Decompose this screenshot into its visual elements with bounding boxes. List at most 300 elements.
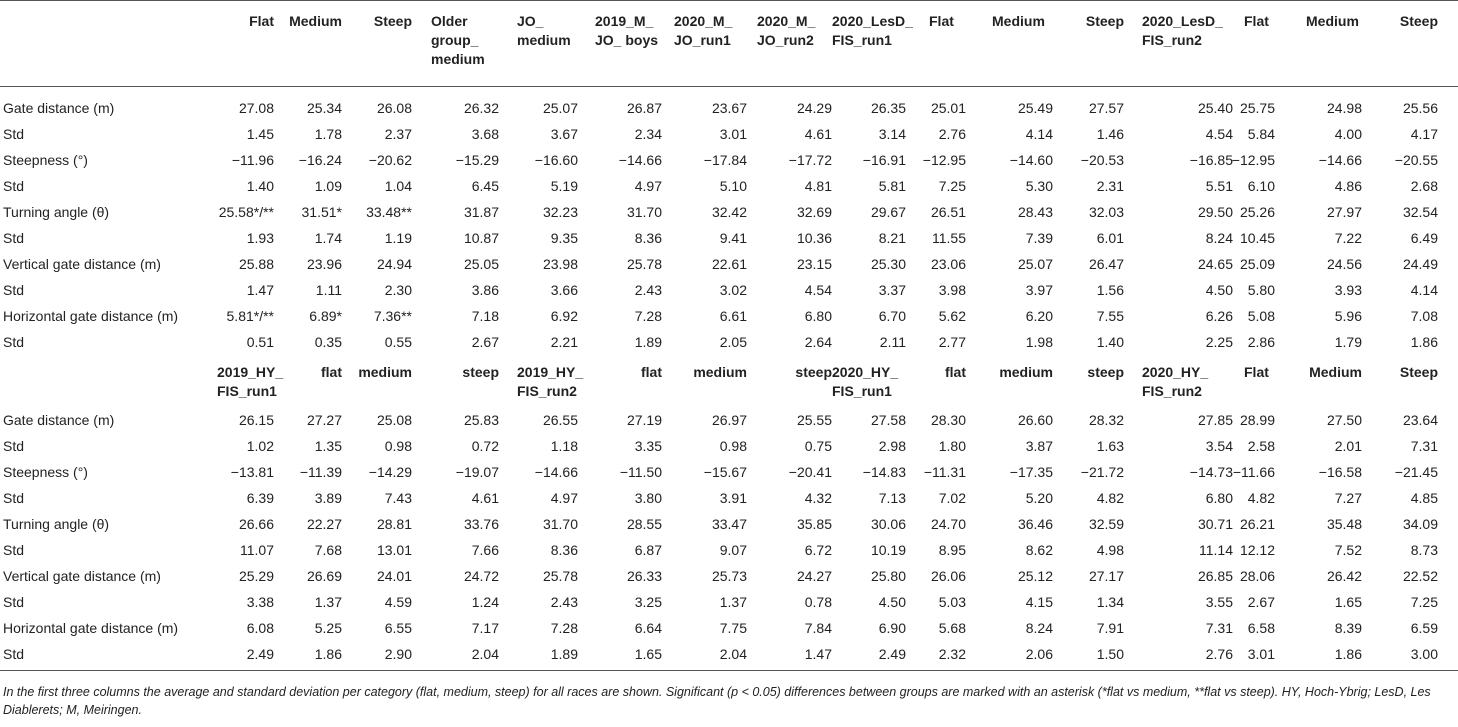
table-cell: 8.36 xyxy=(634,230,662,246)
table-cell: 24.56 xyxy=(1326,256,1362,272)
header-line: medium xyxy=(999,364,1053,380)
table-cell: 13.01 xyxy=(376,542,412,558)
table-cell: 2.64 xyxy=(804,334,832,350)
table-cell: 28.30 xyxy=(930,412,966,428)
header-line: FIS_run1 xyxy=(832,32,892,48)
table-cell: −20.62 xyxy=(368,152,412,168)
header-line: medium xyxy=(358,364,412,380)
row-label: Std xyxy=(3,594,25,610)
table-cell: 0.55 xyxy=(384,334,412,350)
table-cell: 5.20 xyxy=(1025,490,1053,506)
table-cell: 3.01 xyxy=(719,126,747,142)
table-row xyxy=(0,99,1458,125)
table-cell: 27.27 xyxy=(306,412,342,428)
table-cell: 0.35 xyxy=(314,334,342,350)
table-cell: 7.55 xyxy=(1096,308,1124,324)
table-cell: 1.46 xyxy=(1096,126,1124,142)
table-cell: 4.61 xyxy=(804,126,832,142)
table-cell: 7.84 xyxy=(804,620,832,636)
table-cell: 2.49 xyxy=(878,646,906,662)
table-row xyxy=(0,203,1458,229)
table-cell: 7.28 xyxy=(550,620,578,636)
header-line: flat xyxy=(321,364,342,380)
table-cell: 25.30 xyxy=(870,256,906,272)
table-row xyxy=(0,463,1458,489)
header-line: 2020_HY_ xyxy=(832,364,899,380)
table-cell: −14.60 xyxy=(1009,152,1053,168)
table-cell: 25.88 xyxy=(238,256,274,272)
table-cell: 31.70 xyxy=(626,204,662,220)
table1-header-rule xyxy=(0,86,1458,87)
table-cell: 35.85 xyxy=(796,516,832,532)
table1-header-cell xyxy=(1244,12,1269,31)
table-cell: 3.00 xyxy=(1410,646,1438,662)
table-cell: 7.31 xyxy=(1410,438,1438,454)
table-cell: 3.91 xyxy=(719,490,747,506)
table-cell: 25.78 xyxy=(542,568,578,584)
table-cell: 28.43 xyxy=(1017,204,1053,220)
header-line: medium xyxy=(431,51,485,67)
table-row xyxy=(0,593,1458,619)
table-cell: 4.81 xyxy=(804,178,832,194)
table-cell: 2.21 xyxy=(550,334,578,350)
table-row xyxy=(0,645,1458,671)
table-cell: 25.56 xyxy=(1402,100,1438,116)
table-cell: 1.02 xyxy=(246,438,274,454)
table-cell: 24.01 xyxy=(376,568,412,584)
table-cell: 2.76 xyxy=(938,126,966,142)
table-cell: 2.30 xyxy=(384,282,412,298)
table-cell: 24.98 xyxy=(1326,100,1362,116)
table-cell: 0.98 xyxy=(384,438,412,454)
table-cell: 34.09 xyxy=(1402,516,1438,532)
table-cell: 25.34 xyxy=(306,100,342,116)
table-cell: 24.94 xyxy=(376,256,412,272)
table-cell: 4.00 xyxy=(1334,126,1362,142)
table-cell: 5.84 xyxy=(1247,126,1275,142)
table1-header-cell xyxy=(289,12,342,31)
table-cell: 3.35 xyxy=(634,438,662,454)
header-line: Steep xyxy=(1085,13,1124,29)
header-line: 2020_M_ xyxy=(757,13,816,29)
table-row xyxy=(0,541,1458,567)
table-cell: 5.80 xyxy=(1247,282,1275,298)
table-cell: 24.27 xyxy=(796,568,832,584)
table-cell: 1.47 xyxy=(246,282,274,298)
table-cell: 3.14 xyxy=(878,126,906,142)
table-cell: 5.51 xyxy=(1205,178,1233,194)
table-cell: 22.61 xyxy=(711,256,747,272)
header-line: steep xyxy=(1087,364,1124,380)
table-cell: −20.55 xyxy=(1394,152,1438,168)
table-cell: 25.80 xyxy=(870,568,906,584)
row-label: Std xyxy=(3,334,25,350)
table-cell: −19.07 xyxy=(455,464,499,480)
table-cell: 25.78 xyxy=(626,256,662,272)
table-cell: 10.19 xyxy=(870,542,906,558)
table-footnote: In the first three columns the average and standard deviation per category (flat, medium, steep) for all races are shown. Significant (p < 0.05) differences between groups are marked with an asterisk (*flat vs medium, **flat vs steep). HY, Hoch-Ybrig; LesD, Les Diablerets; M, Meiringen. xyxy=(3,685,1431,717)
table-cell: 3.89 xyxy=(314,490,342,506)
table-cell: 3.02 xyxy=(719,282,747,298)
table-cell: 8.39 xyxy=(1334,620,1362,636)
table-cell: 3.97 xyxy=(1025,282,1053,298)
table-cell: 22.27 xyxy=(306,516,342,532)
table-cell: −14.66 xyxy=(534,464,578,480)
table-cell: 10.87 xyxy=(463,230,499,246)
table-cell: 7.22 xyxy=(1334,230,1362,246)
table-cell: 25.07 xyxy=(542,100,578,116)
table-cell: 1.09 xyxy=(314,178,342,194)
table-cell: 25.09 xyxy=(1239,256,1275,272)
table-cell: 6.20 xyxy=(1025,308,1053,324)
table-cell: 2.04 xyxy=(471,646,499,662)
table-cell: 5.10 xyxy=(719,178,747,194)
table-cell: 22.52 xyxy=(1402,568,1438,584)
table-cell: 26.97 xyxy=(711,412,747,428)
table-row xyxy=(0,619,1458,645)
header-line: 2020_HY_ xyxy=(1142,364,1209,380)
table-cell: 7.66 xyxy=(471,542,499,558)
table-cell: −17.35 xyxy=(1009,464,1053,480)
header-line: Medium xyxy=(289,13,342,29)
table-cell: 7.25 xyxy=(938,178,966,194)
header-line: steep xyxy=(462,364,499,380)
table-cell: 24.29 xyxy=(796,100,832,116)
table-cell: 9.07 xyxy=(719,542,747,558)
table-cell: 4.59 xyxy=(384,594,412,610)
table-cell: 5.68 xyxy=(938,620,966,636)
table-cell: 28.32 xyxy=(1088,412,1124,428)
table-cell: 33.48** xyxy=(366,204,412,220)
header-line: Steep xyxy=(1399,13,1438,29)
table-cell: 3.68 xyxy=(471,126,499,142)
header-line: 2019_HY_ xyxy=(517,364,584,380)
table-cell: −14.83 xyxy=(862,464,906,480)
row-label: Std xyxy=(3,438,25,454)
table-cell: 26.42 xyxy=(1326,568,1362,584)
header-line: FIS_run2 xyxy=(1142,383,1202,399)
header-line: Medium xyxy=(992,13,1045,29)
table-cell: 3.87 xyxy=(1025,438,1053,454)
row-label: Gate distance (m) xyxy=(3,412,115,428)
table-cell: 5.81 xyxy=(878,178,906,194)
table-cell: 8.73 xyxy=(1410,542,1438,558)
table-cell: 6.87 xyxy=(634,542,662,558)
table-cell: 25.49 xyxy=(1017,100,1053,116)
header-line: 2020_M_ xyxy=(674,13,733,29)
table-cell: −14.66 xyxy=(1318,152,1362,168)
table-cell: −16.91 xyxy=(862,152,906,168)
table-cell: 1.40 xyxy=(1096,334,1124,350)
table2-header-cell xyxy=(358,363,412,382)
table-row xyxy=(0,281,1458,307)
row-label: Std xyxy=(3,126,25,142)
table-cell: −12.95 xyxy=(1231,152,1275,168)
table-cell: 4.85 xyxy=(1410,490,1438,506)
table-cell: 7.75 xyxy=(719,620,747,636)
row-label: Horizontal gate distance (m) xyxy=(3,308,179,324)
table-cell: −15.67 xyxy=(703,464,747,480)
table-cell: 4.50 xyxy=(1205,282,1233,298)
table-cell: 6.49 xyxy=(1410,230,1438,246)
table1-header-row xyxy=(0,12,1458,76)
table-cell: 1.63 xyxy=(1096,438,1124,454)
table-cell: 4.98 xyxy=(1096,542,1124,558)
table-bottom-rule xyxy=(0,670,1458,671)
table-row xyxy=(0,567,1458,593)
row-label: Std xyxy=(3,646,25,662)
row-label: Std xyxy=(3,282,25,298)
table-cell: 7.31 xyxy=(1205,620,1233,636)
table-cell: 24.72 xyxy=(463,568,499,584)
table-cell: 8.21 xyxy=(878,230,906,246)
header-line: medium xyxy=(693,364,747,380)
header-line: JO_run1 xyxy=(674,32,731,48)
header-line: Older xyxy=(431,13,468,29)
table1-header-cell xyxy=(1086,12,1124,31)
table-cell: 32.54 xyxy=(1402,204,1438,220)
table-cell: 1.40 xyxy=(246,178,274,194)
table-cell: 3.80 xyxy=(634,490,662,506)
table-cell: 1.18 xyxy=(550,438,578,454)
table-cell: 28.81 xyxy=(376,516,412,532)
table-cell: 23.98 xyxy=(542,256,578,272)
table-cell: 5.62 xyxy=(938,308,966,324)
table-cell: 7.68 xyxy=(314,542,342,558)
table-cell: 1.37 xyxy=(314,594,342,610)
table-cell: 1.45 xyxy=(246,126,274,142)
table-cell: 2.25 xyxy=(1205,334,1233,350)
table-cell: 8.36 xyxy=(550,542,578,558)
header-line: 2019_HY_ xyxy=(217,364,284,380)
row-label: Turning angle (θ) xyxy=(3,516,110,532)
table-cell: 4.15 xyxy=(1025,594,1053,610)
table-cell: 2.77 xyxy=(938,334,966,350)
table-cell: 23.06 xyxy=(930,256,966,272)
table-cell: 11.14 xyxy=(1199,542,1233,558)
header-line: steep xyxy=(795,364,832,380)
table-cell: 27.57 xyxy=(1088,100,1124,116)
table-cell: 2.67 xyxy=(471,334,499,350)
table-cell: 2.32 xyxy=(938,646,966,662)
table-cell: −16.85 xyxy=(1189,152,1233,168)
table-cell: 1.93 xyxy=(246,230,274,246)
table-cell: 35.48 xyxy=(1326,516,1362,532)
table-cell: 6.39 xyxy=(246,490,274,506)
table2-header-cell xyxy=(1309,363,1362,382)
table-cell: 6.58 xyxy=(1247,620,1275,636)
table1-header-cell xyxy=(374,12,412,31)
table-cell: 7.08 xyxy=(1410,308,1438,324)
table-cell: 24.65 xyxy=(1197,256,1233,272)
table-cell: 1.24 xyxy=(471,594,499,610)
table-cell: 26.08 xyxy=(376,100,412,116)
table-cell: 1.65 xyxy=(1334,594,1362,610)
header-line: Steep xyxy=(373,13,412,29)
table-cell: −16.58 xyxy=(1318,464,1362,480)
table-cell: 32.69 xyxy=(796,204,832,220)
table-cell: 4.61 xyxy=(471,490,499,506)
table-cell: 8.24 xyxy=(1205,230,1233,246)
table-cell: 3.25 xyxy=(634,594,662,610)
table-cell: 31.70 xyxy=(542,516,578,532)
table-cell: 25.08 xyxy=(376,412,412,428)
table-cell: 28.55 xyxy=(626,516,662,532)
table-cell: 25.07 xyxy=(1017,256,1053,272)
table-cell: 0.72 xyxy=(471,438,499,454)
table1-header-cell xyxy=(249,12,274,31)
table1-header-cell xyxy=(674,12,732,50)
table-cell: 1.65 xyxy=(634,646,662,662)
table-cell: 27.08 xyxy=(238,100,274,116)
table-cell: 27.58 xyxy=(870,412,906,428)
header-line: Medium xyxy=(1306,13,1359,29)
table1-header-cell xyxy=(832,12,913,50)
table-cell: 11.07 xyxy=(240,542,274,558)
row-label: Std xyxy=(3,490,25,506)
row-label: Steepness (°) xyxy=(3,464,88,480)
header-line: Steep xyxy=(1399,364,1438,380)
table-cell: 26.87 xyxy=(626,100,662,116)
table-cell: 3.86 xyxy=(471,282,499,298)
table-cell: 27.19 xyxy=(626,412,662,428)
table-cell: 25.12 xyxy=(1017,568,1053,584)
table-cell: 7.43 xyxy=(384,490,412,506)
header-line: group_ xyxy=(431,32,479,48)
table-cell: 2.31 xyxy=(1096,178,1124,194)
table-row xyxy=(0,255,1458,281)
table-cell: 5.08 xyxy=(1247,308,1275,324)
table2-header-cell xyxy=(1244,363,1269,382)
table-cell: 4.54 xyxy=(1205,126,1233,142)
table1-header-cell xyxy=(992,12,1045,31)
table-cell: 4.97 xyxy=(634,178,662,194)
table-cell: 5.03 xyxy=(938,594,966,610)
table-cell: 4.14 xyxy=(1025,126,1053,142)
table-cell: −21.72 xyxy=(1080,464,1124,480)
table-cell: 26.15 xyxy=(238,412,274,428)
header-line: flat xyxy=(641,364,662,380)
table-row xyxy=(0,333,1458,359)
header-line: Flat xyxy=(1244,364,1269,380)
table1-header-cell xyxy=(517,12,571,50)
header-line: FIS_run2 xyxy=(1142,32,1202,48)
table-cell: 33.47 xyxy=(711,516,747,532)
table-cell: −11.96 xyxy=(231,152,274,168)
table-cell: 1.98 xyxy=(1025,334,1053,350)
table-cell: 1.11 xyxy=(315,282,342,298)
table-cell: 1.19 xyxy=(384,230,412,246)
table-cell: 25.05 xyxy=(463,256,499,272)
table-cell: 1.80 xyxy=(938,438,966,454)
table1-header-cell xyxy=(595,12,658,50)
table-cell: 30.06 xyxy=(870,516,906,532)
table-cell: 7.02 xyxy=(938,490,966,506)
table-cell: 28.06 xyxy=(1239,568,1275,584)
table-cell: 6.92 xyxy=(550,308,578,324)
table-cell: −14.66 xyxy=(618,152,662,168)
table-row xyxy=(0,515,1458,541)
row-label: Steepness (°) xyxy=(3,152,88,168)
table2-header-cell xyxy=(795,363,832,382)
table-row xyxy=(0,411,1458,437)
table-cell: 2.49 xyxy=(246,646,274,662)
table-cell: 6.61 xyxy=(719,308,747,324)
table-cell: 27.97 xyxy=(1326,204,1362,220)
table-cell: 32.42 xyxy=(711,204,747,220)
table-cell: 33.76 xyxy=(463,516,499,532)
table-cell: 8.95 xyxy=(938,542,966,558)
table-cell: −14.29 xyxy=(368,464,412,480)
header-line: 2020_LesD_ xyxy=(832,13,913,29)
table-cell: 25.40 xyxy=(1197,100,1233,116)
table-cell: 4.82 xyxy=(1096,490,1124,506)
table-cell: 25.58*/** xyxy=(218,204,274,220)
header-line: Flat xyxy=(929,13,954,29)
table-cell: −11.39 xyxy=(299,464,342,480)
table-cell: 0.51 xyxy=(246,334,274,350)
table-cell: 26.85 xyxy=(1197,568,1233,584)
table-cell: 9.41 xyxy=(719,230,747,246)
table-cell: 25.29 xyxy=(238,568,274,584)
table-cell: 26.06 xyxy=(930,568,966,584)
table-row xyxy=(0,437,1458,463)
table-cell: 2.58 xyxy=(1247,438,1275,454)
table-cell: 4.14 xyxy=(1410,282,1438,298)
table-cell: 2.11 xyxy=(879,334,906,350)
table-cell: 2.43 xyxy=(634,282,662,298)
table-cell: 26.60 xyxy=(1017,412,1053,428)
table-cell: −11.50 xyxy=(619,464,662,480)
table1-header-cell xyxy=(1400,12,1438,31)
table-cell: 29.67 xyxy=(870,204,906,220)
table-cell: 26.32 xyxy=(463,100,499,116)
table-cell: 27.85 xyxy=(1197,412,1233,428)
row-label: Turning angle (θ) xyxy=(3,204,110,220)
table-cell: 7.52 xyxy=(1334,542,1362,558)
table-cell: −17.72 xyxy=(788,152,832,168)
table-cell: 1.35 xyxy=(314,438,342,454)
table-cell: −14.73 xyxy=(1189,464,1233,480)
table-cell: 7.28 xyxy=(634,308,662,324)
row-label: Gate distance (m) xyxy=(3,100,115,116)
table-cell: 25.83 xyxy=(463,412,499,428)
table-cell: 25.26 xyxy=(1239,204,1275,220)
table-cell: −12.95 xyxy=(922,152,966,168)
table-cell: 1.04 xyxy=(384,178,412,194)
table-cell: 7.13 xyxy=(878,490,906,506)
table-cell: 3.66 xyxy=(550,282,578,298)
table-cell: 1.56 xyxy=(1096,282,1124,298)
table-cell: 8.24 xyxy=(1025,620,1053,636)
row-label: Horizontal gate distance (m) xyxy=(3,620,179,636)
table2-header-cell xyxy=(321,363,342,382)
table-cell: 12.12 xyxy=(1239,542,1275,558)
table1-header-cell xyxy=(1142,12,1223,50)
table-cell: 6.80 xyxy=(1205,490,1233,506)
table-cell: 2.05 xyxy=(719,334,747,350)
table-cell: 6.10 xyxy=(1247,178,1275,194)
table-cell: 6.64 xyxy=(634,620,662,636)
table2-header-cell xyxy=(693,363,747,382)
table2-header-cell xyxy=(1142,363,1208,401)
table-cell: 3.37 xyxy=(878,282,906,298)
table-row xyxy=(0,307,1458,333)
table2-header-row xyxy=(0,363,1458,403)
table-cell: −15.29 xyxy=(455,152,499,168)
table-cell: 1.34 xyxy=(1096,594,1124,610)
table-cell: 7.27 xyxy=(1334,490,1362,506)
